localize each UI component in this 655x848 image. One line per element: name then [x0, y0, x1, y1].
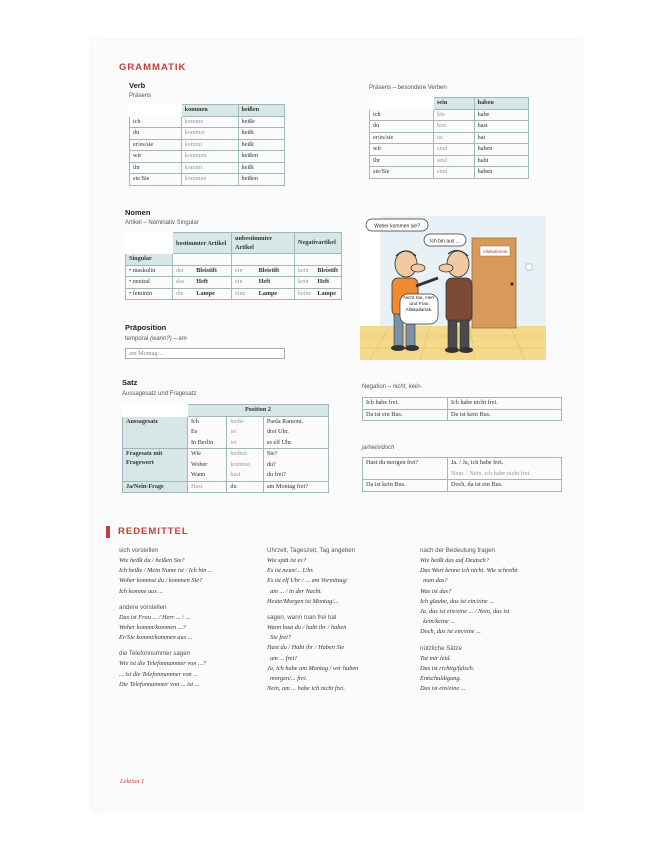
table-row: Wann hast du frei?	[123, 470, 329, 481]
janeindoch-table	[362, 457, 562, 492]
table-header: unbestimmter Artikel	[232, 233, 295, 254]
table-row: du kommst heißt	[130, 128, 285, 140]
verb-heading: Verb	[129, 81, 146, 90]
table-row: ihr kommt heißt	[130, 162, 285, 174]
table-header: haben	[474, 98, 528, 110]
negation-subheading: Negation – nicht, kein-	[362, 384, 422, 390]
table-row: Da ist kein Bus. Doch, da ist ein Bus.	[363, 480, 562, 492]
speech-bubble-2	[424, 234, 466, 246]
lesson-footer: Lektion 1	[120, 778, 145, 785]
rm-group-heading: nach der Bedeutung fragen	[420, 547, 495, 554]
table-header: kommen	[181, 105, 238, 117]
table-row: • feminin die Lampe eine Lampe keine Lampe	[126, 288, 342, 300]
praeposition-example-box: am Montag/...	[125, 348, 285, 359]
redemittel-heading: REDEMITTEL	[118, 526, 189, 537]
satz-heading: Satz	[122, 378, 138, 387]
table-row: Woher kommst du?	[123, 460, 329, 471]
table-header: sein	[433, 98, 474, 110]
grammatik-heading: GRAMMATIK	[119, 62, 187, 73]
table-row: ich bin habe	[370, 109, 529, 121]
nomen-heading: Nomen	[125, 208, 151, 217]
negation-table	[362, 397, 562, 421]
besondere-subheading: Präsens – besondere Verben	[369, 85, 447, 91]
redemittel-column-1: sich vorstellen Wie heißt du / heißen Sie? Ich heiße / Mein Name ist / Ich bin ... Woher kommst du / kommen Sie? Ich komme aus ... andere vorstellen Das ist Frau ... / Herr ... / ... Woher kommt/kommen ...? Er/Sie kommt/kommen aus ... die Telefonnummer sagen Wie ist die Telefonnummer von ...? ... ist die Telefonnummer von ... Die Telefonnummer von ... ist ...	[119, 540, 259, 690]
table-row: er/es/sie kommt heißt	[130, 139, 285, 151]
redemittel-column-3: nach der Bedeutung fragen Wie heißt das auf Deutsch? Das Wort kenne ich nicht. Wie schreibt man das? Was ist das? Ich glaube, das ist ein/eine ... Ja, das ist ein/eine ... / Nein, das ist kein/keine ... Doch, das ist ein/eine ... nützliche Sätze Tut mir leid. Das ist richtig/falsch. Entschuldigung. Das ist ein/eine ...	[420, 540, 570, 694]
redemittel-marker	[106, 526, 110, 538]
table-row: Es ist drei Uhr.	[123, 427, 329, 438]
table-row: er/es/sie ist hat	[370, 132, 529, 144]
janeindoch-subheading: ja/nein/doch	[362, 445, 395, 451]
verb-subheading: Präsens	[129, 93, 152, 99]
table-row: Hast du morgen frei? Ja. / Ja, ich habe frei.	[363, 458, 562, 469]
svg-text:Allakallariak: Allakallariak	[482, 249, 508, 254]
table-row: Aussagesatz Ich heiße Paola Ramoni.	[123, 416, 329, 427]
besondere-verben-table	[369, 97, 529, 179]
table-header: heißen	[238, 105, 284, 117]
satz-subheading: Aussagesatz und Fragesatz	[122, 391, 197, 397]
table-row: In Berlin ist es elf Uhr.	[123, 438, 329, 449]
table-row: Nein. / Nein, ich habe nicht frei.	[363, 469, 562, 480]
table-row: ich komme heiße	[130, 116, 285, 128]
table-row: • neutral das Heft ein Heft kein Heft	[126, 277, 342, 289]
redemittel-column-2: Uhrzeit, Tageszeit, Tag angeben Wie spät ist es? Es ist neun/... Uhr. Es ist elf Uhr / ... am Vormittag/ am ... / in der Nacht. Heute/Morgen ist Montag/... sagen, wann man frei hat Wann hast du / habt ihr / haben Sie frei? Hast du / Habt ihr / Haben Sie am ... frei? Ja, ich habe am Montag / wir haben morgen/... frei. Nein, am ... habe ich nicht frei.	[267, 540, 412, 694]
table-row: • maskulin der Bleistift ein Bleistift kein Bleistift	[126, 265, 342, 277]
table-row: Ich habe frei. Ich habe nicht frei.	[363, 398, 562, 410]
table-row: du bist hast	[370, 121, 529, 133]
speech-bubble-1	[366, 219, 428, 231]
praeposition-subheading: temporal (wann?) – am	[125, 336, 187, 342]
nomen-subheading: Artikel – Nominativ Singular	[125, 220, 199, 226]
cartoon-illustration	[360, 216, 546, 360]
speech-bubble-3: Nicht Sie, Herr und Frau Allakallariak.	[400, 294, 438, 324]
table-row: ihr seid habt	[370, 155, 529, 167]
rm-group-heading: Uhrzeit, Tageszeit, Tag angeben	[267, 547, 356, 554]
table-row: wir sind haben	[370, 144, 529, 156]
rm-group-heading: nützliche Sätze	[420, 644, 462, 652]
textbook-page	[92, 40, 582, 810]
table-header: Negativartikel	[295, 233, 342, 254]
table-row: Ja/Nein-Frage Hast du am Montag frei?	[123, 481, 329, 493]
artikel-table	[125, 232, 342, 300]
satz-table	[122, 404, 329, 493]
svg-text:Ich bin aus ...: Ich bin aus ...	[430, 238, 460, 245]
svg-text:Woher kommen sie?: Woher kommen sie?	[374, 223, 420, 230]
table-header: bestimmter Artikel	[173, 233, 232, 254]
table-row: Da ist ein Bus. Da ist kein Bus.	[363, 409, 562, 421]
table-row: Fragesatz mit Fragewort Wie heißen Sie?	[123, 449, 329, 460]
praeposition-heading: Präposition	[125, 323, 167, 332]
rm-group-heading: sich vorstellen	[119, 547, 159, 554]
table-row: wir kommen heißen	[130, 151, 285, 163]
rm-group-heading: sagen, wann man frei hat	[267, 614, 337, 622]
table-row: sie/Sie sind haben	[370, 167, 529, 179]
singular-label: Singular	[126, 254, 173, 266]
position-2-header: Position 2	[188, 405, 329, 417]
rm-group-heading: andere vorstellen	[119, 603, 167, 611]
table-row: sie/Sie kommen heißen	[130, 174, 285, 186]
verb-conjugation-table	[129, 104, 285, 186]
rm-group-heading: die Telefonnummer sagen	[119, 650, 191, 658]
